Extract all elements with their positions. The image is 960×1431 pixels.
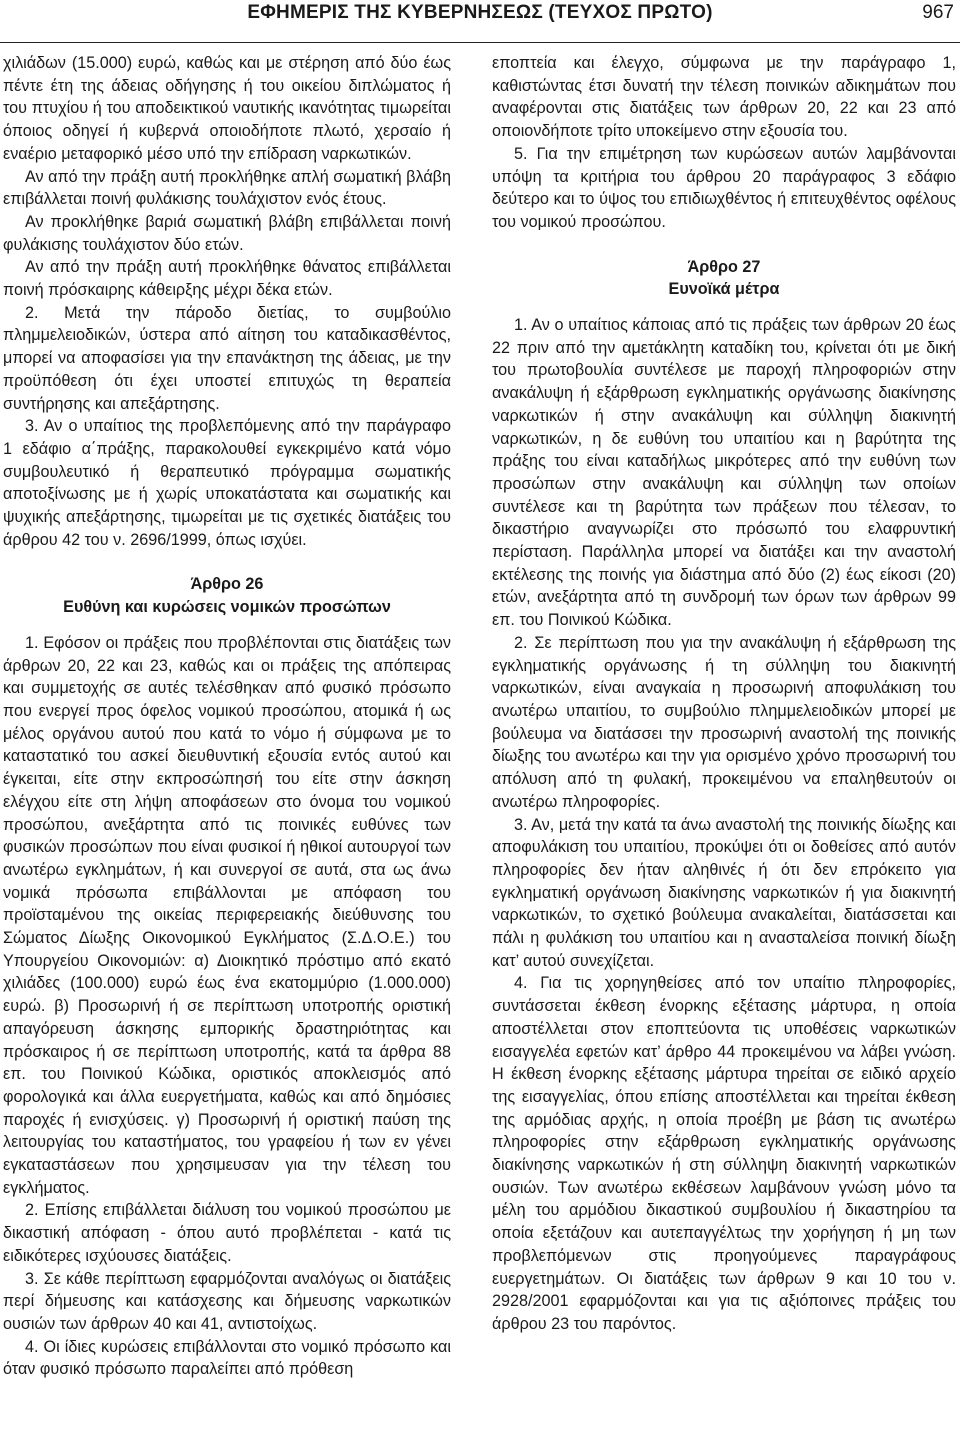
page-number: 967	[922, 2, 954, 23]
paragraph: χιλιάδων (15.000) ευρώ, καθώς και με στέρηση από δύο έως πέντε έτη της άδειας οδήγησης ή του οικείου διπλώματος ή του πτυχίου ή του αποδεικτικού ναυτικής ικανότητας τιμωρείται όποιος οδηγεί ή κυβερνά οποιοδήποτε πλωτό, χερσαίο ή εναέριο μεταφορικό μέσο υπό την επίδραση ναρκωτικών.	[3, 54, 451, 163]
paragraph: 1. Εφόσον οι πράξεις που προβλέπονται στις διατάξεις των άρθρων 20, 22 και 23, καθώς και οι πράξεις της απόπειρας και συμμετοχής σε αυτές τελέσθηκαν από φυσικό πρόσωπο που ενεργεί προς όφελος νομικού προσώπου, ατομικά ή ως μέλος οργάνου αυτού που κατά το νόμο ή σύμφωνα με το καταστατικό του ασκεί διευθυντική εξουσία εντός αυτού και έγκειται, είτε στην εκπροσώπησή του είτε στην άσκηση ελέγχου είτε στη λήψη αποφάσεων στο όνομα του νομικού προσώπου, ανεξάρτητα από τις ποινικές ευθύνες των φυσικών προσώπων που είναι φυσικοί ή ηθικοί αυτουργοί των ανωτέρω εγκλημάτων, ή και συνεργοί σε αυτά, στα ως άνω νομικά πρόσωπα επιβάλλονται με απόφαση του προϊσταμένου της οικείας περιφερειακής διεύθυνσης του Σώματος Δίωξης Οικονομικού Εγκλήματος (Σ.Δ.Ο.Ε.) του Υπουργείου Οικονομιών: α) Διοικητικό πρόστιμο από εκατό χιλιάδες (100.000) ευρώ έως ένα εκατομμύριο (1.000.000) ευρώ. β) Προσωρινή ή σε περίπτωση υποτροπής οριστική απαγόρευση άσκησης εμπορικής δραστηριότητας και πρόσκαιρος ή σε περίπτωση υποτροπής, κατά τα άρθρα 88 επ. του Ποινικού Κώδικα, οριστικός αποκλεισμός από φορολογικά και άλλα ευεργετήματα, καθώς και από δημόσιες παροχές ή ενισχύσεις. γ) Προσωρινή ή οριστική παύση της λειτουργίας του καταστήματος, του γραφείου ή των εν γένει εγκαταστάσεων που χρησιμευσαν για την τέλεση του εγκλήματος.	[3, 633, 451, 1197]
article-number: Άρθρο 26	[190, 575, 264, 594]
paragraph: εποπτεία και έλεγχο, σύμφωνα με την παράγραφο 1, καθιστώντας έτσι δυνατή την τέλεση ποινικών αδικημάτων που αναφέρονται στις διατάξεις των άρθρων 20, 22 και 23 από οποιονδήποτε τρίτο υποκείμενο στην εξουσία του.	[492, 54, 956, 141]
paragraph: 2. Επίσης επιβάλλεται διάλυση του νομικού προσώπου με δικαστική απόφαση - όπου αυτό προβλέπεται - κατά τις ειδικότερες ισχύουσες διατάξεις.	[3, 1201, 451, 1265]
article-title: Ευνοϊκά μέτρα	[668, 280, 780, 299]
paragraph: Αν από την πράξη αυτή προκλήθηκε θάνατος επιβάλλεται ποινή πρόσκαιρης κάθειρξης μέχρι δέκα ετών.	[3, 258, 451, 300]
paragraph: 4. Για τις χορηγηθείσες από τον υπαίτιο πληροφορίες, συντάσσεται έκθεση ένορκης εξέτασης μάρτυρα, η οποία αποστέλλεται στον εποπτεύοντα τις υποθέσεις ναρκωτικών εισαγγελέα εφετών κατ’ άρθρο 44 προκειμένου να λάβει γνώση. Η έκθεση ένορκης εξέτασης μάρτυρα τηρείται σε ειδικό αρχείο της εισαγγελίας, όπου επίσης αποστέλλεται και τηρείται έκθεση της αρμόδιας αρχής, η οποία προέβη με βάση τις ανωτέρω πληροφορίες στην εξάρθρωση εγκληματικής οργάνωσης διακίνησης ναρκωτικών ή στη σύλληψη διακινητή ναρκωτικών ουσιών. Των ανωτέρω εκθέσεων λαμβάνουν γνώση μόνο τα μέλη του αρμόδιου δικαστικού συμβουλίου ή δικαστηρίου τα οποία εξετάζουν και αυτεπαγγέλτως την χορήγηση ή μη των προβλεπόμενων στις προηγούμενες παραγράφους ευεργετημάτων. Οι διατάξεις των άρθρων 9 και 10 του ν. 2928/2001 εφαρμόζονται και για τις αξιόποινες πράξεις του άρθρου 23 του παρόντος.	[492, 974, 956, 1333]
paragraph: Αν προκλήθηκε βαριά σωματική βλάβη επιβάλλεται ποινή φυλάκισης τουλάχιστον δύο ετών.	[3, 212, 451, 254]
paragraph: 2. Σε περίπτωση που για την ανακάλυψη ή εξάρθρωση της εγκληματικής οργάνωσης ή τη σύλληψη του διακινητή ναρκωτικών, είναι αναγκαία η προσωρινή αποφυλάκιση του ανωτέρω υπαιτίου, το συμβούλιο πλημμελειοδικών μπορεί με βούλευμα να διατάσσει την προσωρινή αναστολή της ποινικής δίωξης του ανωτέρω και την για ορισμένο χρόνο προσωρινή του απόλυση από τη φυλακή, προκειμένου να επαληθευτούν οι ανωτέρω πληροφορίες.	[492, 633, 956, 811]
gazette-title: ΕΦΗΜΕΡΙΣ ΤΗΣ ΚΥΒΕΡΝΗΣΕΩΣ (ΤΕΥΧΟΣ ΠΡΩΤΟ)	[247, 2, 713, 23]
page-header	[0, 0, 960, 43]
left-column	[3, 52, 451, 1381]
paragraph: 3. Αν ο υπαίτιος της προβλεπόμενης από την παράγραφο 1 εδάφιο α΄πράξης, παρακολουθεί εγκεκριμένο κατά νόμο συμβουλευτικό ή θεραπευτικό πρόγραμμα σωματικής αποτοξίνωσης με ή χωρίς υποκατάστατα και σωματικής και ψυχικής απεξάρτησης, τιμωρείται με τις σχετικές διατάξεις του άρθρου 42 του ν. 2696/1999, όπως ισχύει.	[3, 417, 451, 549]
right-column	[492, 52, 956, 1336]
article-number: Άρθρο 27	[687, 257, 761, 276]
paragraph: 5. Για την επιμέτρηση των κυρώσεων αυτών λαμβάνονται υπόψη τα κριτήρια του άρθρου 20 παράγραφος 3 εδάφιο δεύτερο και το ύψος του επιδιωχθέντος ή επιτευχθέντος οφέλους του νομικού προσώπου.	[492, 144, 956, 231]
paragraph: 1. Αν ο υπαίτιος κάποιας από τις πράξεις των άρθρων 20 έως 22 πριν από την αμετάκλητη καταδίκη του, κρίνεται ότι με δική του πρωτοβουλία συντέλεσε με παροχή πληροφοριών στην ανακάλυψη ή εξάρθρωση εγκληματικής οργάνωσης διακίνησης ναρκωτικών ή στην ανακάλυψη και σύλληψη διακινητή ναρκωτικών, η δε ευθύνη του υπαιτίου και η βαρύτητα της πράξης του είναι καταδήλως μικρότερες από την ευθύνη των προσώπων στην ανακάλυψη και σύλληψη των οποίων συντέλεσε και τη βαρύτητα των πράξεων που τέλεσαν, το δικαστήριο αναγνωρίζει στο πρόσωπό του ελαφρυντική περίσταση. Παράλληλα μπορεί να διατάξει και την αναστολή εκτέλεσης της ποινής για διάστημα από δύο (2) έως είκοσι (20) ετών, ανεξάρτητα από τη συνδρομή των όρων των άρθρων 99 επ. του Ποινικού Κώδικα.	[492, 316, 956, 630]
paragraph: 3. Αν, μετά την κατά τα άνω αναστολή της ποινικής δίωξης και αποφυλάκιση του υπαιτίου, προκύψει ότι οι δοθείσες από αυτόν πληροφορίες δεν ήταν αληθινές ή ότι δεν επρόκειτο για εγκληματική οργάνωση διακίνησης ναρκωτικών ή για διακινητή ναρκωτικών, το σχετικό βούλευμα ανακαλείται, διατάσσεται και πάλι η φυλάκιση του υπαιτίου και η ανασταλείσα ποινική δίωξη κατ’ αυτού συνεχίζεται.	[492, 815, 956, 970]
paragraph: 2. Μετά την πάροδο διετίας, το συμβούλιο πλημμελειοδικών, ύστερα από αίτηση του καταδικασθέντος, μπορεί να αποφασίσει για την επανάκτηση της άδειας, με την προϋπόθεση ότι έχει υποστεί επιτυχώς τη θεραπεία συντήρησης και απεξάρτησης.	[3, 303, 451, 413]
paragraph: Αν από την πράξη αυτή προκλήθηκε απλή σωματική βλάβη επιβάλλεται ποινή φυλάκισης τουλάχιστον ενός έτους.	[3, 167, 451, 209]
article-title: Ευθύνη και κυρώσεις νομικών προσώπων	[63, 598, 391, 617]
paragraph: 3. Σε κάθε περίπτωση εφαρμόζονται αναλόγως οι διατάξεις περί δήμευσης και κατάσχεσης και δήμευσης ναρκωτικών ουσιών των άρθρων 40 και 41, αντιστοίχως.	[3, 1269, 451, 1333]
paragraph: 4. Οι ίδιες κυρώσεις επιβάλλονται στο νομικό πρόσωπο και όταν φυσικό πρόσωπο παραλείπει από πρόθεση	[3, 1337, 451, 1379]
